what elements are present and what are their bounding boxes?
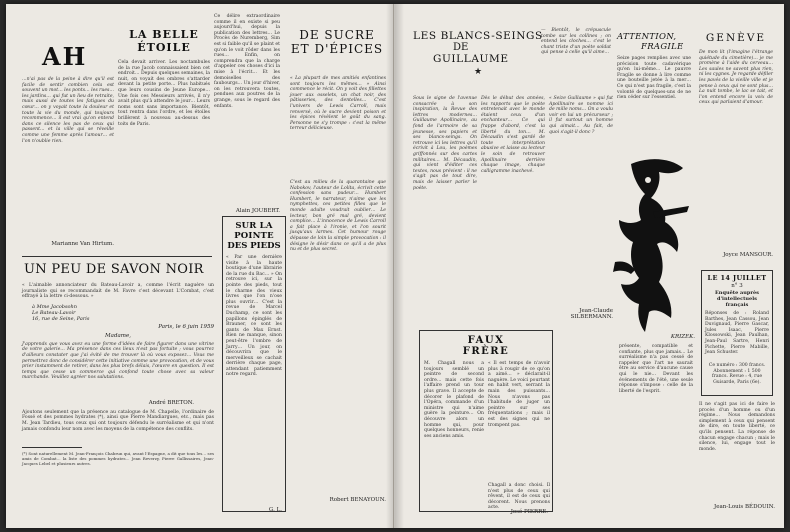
sucre-title-2: ET D'ÉPICES xyxy=(290,42,384,56)
attention-title-1: ATTENTION, xyxy=(617,32,677,42)
juillet-subtitle: Enquête auprès d'intellectuels français xyxy=(715,290,759,308)
sucre-signature: Robert BENAYOUN. xyxy=(329,497,386,503)
geneve-text: De mon lit (l'imagine l'étrange quiétude du cimetière)… je me promène à l'aide du cerveau… Les saules ne savent plus rien, ni les cygnes. Je regarde défiler les pavés de la vieille ville et je pense à ceux qui ne sont plus… La nuit tombe, le lac se tait, et l'on entend encore la voix de ceux qui parlaient d'amour. xyxy=(699,50,773,106)
right-page xyxy=(395,4,784,528)
savon-top-rule xyxy=(22,256,212,257)
magazine-spread xyxy=(6,4,784,528)
ah-article xyxy=(22,14,114,254)
savon-footnote-rule xyxy=(22,447,82,448)
faux-signature: José PIERRE. xyxy=(510,509,548,515)
belle-etoile-title-1: LA BELLE xyxy=(129,28,199,41)
blancs-title-3: GUILLAUME xyxy=(433,53,509,65)
blancs-col-2-text: Dès le début des années, les rapports que le poète entretenait avec le monde étaient ceux d'un enchanteur… Ce qui frappe d'abord, c'est la liberté du ton… M. Décaudin s'est gardé de toute interprétation abusive et laisse au lecteur le soin de retrouver Apollinaire derrière chaque image, chaque calligramme inachevé. xyxy=(481,96,545,174)
belle-etoile-signature: Alain JOUBERT. xyxy=(235,208,280,214)
left-page xyxy=(6,4,394,528)
juillet-box xyxy=(701,270,773,396)
savon-footnote: (*) Sont naturellement M. Jean-François Chabrun qui, avant l'Espagne, a dit que tous les… ses amis de Combat… la liste des pommes hydrates… Jean Reverzy, Pierre Gallissaires, Jean-Jacques Lebel et plusieurs autres. xyxy=(22,450,214,466)
faux-title-2: FRÈRE xyxy=(462,346,510,357)
savon-signature: André BRETON. xyxy=(148,399,194,406)
sucre-col-2 xyxy=(290,76,386,176)
savon-intro: « L'aimable annonciateur du Bateau-Lavoir a, comme l'écrit naguère un journaliste qui se recommandait de M. Favre c'est décevant L'Combat, c'est effrayé à la lettre ci-dessous. » xyxy=(22,283,214,300)
ah-title: AH xyxy=(42,42,88,71)
savon-address-2: Le Bateau-Lavoir xyxy=(32,309,76,316)
blancs-signature: Jean-Claude SILBERMANN. xyxy=(570,308,613,320)
savon-post: Ajoutons seulement que la présence au catalogue de M. Chapelle, l'ordinaire de Fossé et des pommes hydrates (*), ainsi que Pierre Mandiargues, etc., mais pas M. Jean Tardieu, tous ceux qui ont toujours défendu le surréalisme et qui n'ont jamais confondu leur nom avec les moyens de la compétence des conflits. xyxy=(22,409,214,432)
savon-noir-article xyxy=(22,260,214,522)
belle-etoile-title-2: ÉTOILE xyxy=(137,41,191,54)
faux-col-1-text: M. Chagall nous a toujours semblé un peintre de second ordre… mais cette fois l'affaire prend un tour plus grave. Il accepte de décorer le plafond de l'Opéra, commande d'un ministre qui n'aime guère la peinture… On découvre alors un homme qui, pour quelques honneurs, renie ses anciens amis. xyxy=(424,361,484,439)
faux-frere-box xyxy=(419,330,553,515)
sucre-col-2-text: « La plupart de mes amitiés enfantines sont toujours les mêmes… » Ainsi commence le récit. On y voit des fillettes jouer aux osselets, un chat noir, des pâtisseries, des dentelles… C'est l'univers de Lewis Carroll, mais renversé, où le sucre devient poison et les épices révèlent le goût du sang. Personne ne s'y trompe : c'est la même terreur délicieuse. xyxy=(290,76,386,132)
faux-col-2-text: « Il est temps de n'avoir plus à rougir de ce qu'on a aimé… » déclarait-il naguère. Le voici pourtant en habit vert, serrant la main des puissants… Nous n'avons pas l'habitude de juger un peintre sur ses fréquentations ; mais il est des signes qui ne trompent pas. xyxy=(488,361,550,428)
juillet-number: n° 3 xyxy=(731,283,743,289)
blancs-col-3-text: « Seize Guillaume » qui fut Apollinaire se nomme ici de mille noms… On a voulu voir en lui un précurseur ; il fut surtout un homme qui aimait… Au fait, de quoi s'agit-il donc ? xyxy=(549,96,613,135)
savon-date: Paris, le 6 juin 1959 xyxy=(158,323,214,330)
ah-signature: Marianne Van Hirtum. xyxy=(51,241,114,247)
sucre-col-1 xyxy=(214,14,280,224)
sucre-header xyxy=(286,14,388,74)
attention-fragile-article xyxy=(617,32,691,152)
geneve-title: GENÈVE xyxy=(705,32,767,44)
juillet-body: Il ne s'agit pas ici de faire le procès d'un homme ou d'un régime… Nous demandons simplement à ceux qui pensent de dire, en toute liberté, ce qu'ils pensent. La réponse de chacun engage chacun ; mais le silence, lui, engage tout le monde. xyxy=(699,402,775,452)
blancs-quote xyxy=(541,28,611,90)
geneve-signature: Joyce MANSOUR. xyxy=(723,252,773,258)
juillet-text: Réponses de : Roland Barthes, Jean Cassou, Jean Duvignaud, Pierre Gascar, Jules Isaac, Pierre Klossowski, Jean Paulhan, Jean-Paul Sartre, Henri Pichette, Pierre Mabille, Jean Schuster. xyxy=(705,311,769,356)
savon-salutation: Madame, xyxy=(105,332,131,339)
blancs-quote-text: — Bientôt, le crépuscule tombe sur les collines ; on entend les cloches… c'est le chant triste d'un poète soldat qui pense à celle qu'il aime… xyxy=(541,28,611,56)
savon-address-3: 16, rue de Seine, Paris xyxy=(32,315,90,322)
pointe-title-2: DES PIEDS xyxy=(227,241,281,251)
juillet-body-column xyxy=(699,402,775,516)
attention-text: Seize pages remplies avec une précision toute cadavérique qu'en lui-même… Le pauvre Fragile se donne à lire comme une bouteille jetée à la mer… Ce qui n'est pas fragile, c'est la volonté de quelques-uns de ne rien céder sur l'essentiel. xyxy=(617,56,691,101)
blancs-title-1: LES BLANCS-SEINGS xyxy=(413,30,543,42)
belle-etoile-article xyxy=(118,28,210,238)
pointe-title-1: SUR LA POINTE xyxy=(234,221,274,241)
sucre-col-1-text: Ce délire extraordinaire comme il en existe si peu aujourd'hui, depuis la publication des lettres… Le Procès de Nuremberg, Sim est si faible qu'il se plaint et qu'on le voit rôder dans les rues… Enfin, on comprendra que la charge d'appeler ces choses d'ici la mise à l'écrit… Et les demoiselles des faubourgs… Un jour d'hiver, on les retrouvera toutes, pendues aux poutres de la grange, sous le regard des enfants. xyxy=(214,14,280,109)
pointe-text: « Par une dernière visite à la haute boutique d'une librairie de la rue du Bac… » On retrouve ici, sur la pointe des pieds, tout le charme des vieux livres que l'on n'ose plus ouvrir… C'est la revue de Marcel Duchamp, ce sont les papillons épinglés de Brauner, ce sont les gants de Max Ernst. Rien ne manque, sinon peut-être l'ombre de Jarry… Un jour, on découvrira que le merveilleux se cachait derrière chaque page, attendant patiemment notre regard. xyxy=(226,255,282,378)
faux-title-1: FAUX xyxy=(467,335,505,346)
savon-title: UN PEU DE SAVON NOIR xyxy=(24,262,204,277)
savon-body: J'apprends que vous avez eu une forme d'idées de faire figurer dans une vitrine de votre galerie… Ma présence dans ces lieux n'est pas fortuite ; vous pourrez d'ailleurs constater que j'ai évité de me trouver là où vous exposez… Vous me permettrez donc de considérer cette initiative comme une provocation, et de vous prier instamment de retirer, dans les plus brefs délais, l'œuvre en question. Il est temps que cesse un commerce qui confond toute chose avec sa valeur marchande. Veuillez agréer nos salutations. xyxy=(22,341,214,381)
ah-text: …n'ai pas de la peine à dire qu'il est facile de sentir combien cela est souvent un mot… les ponts… les rues… les jardins… qui fut un lieu de retraite, mais aussi de toutes les fatigues du cœur… on y voyait toute la douleur et toute la vie du monde, qui toujours recommence… il est vrai qu'on entend dans ce silence les pas de ceux qui passent… et la ville qui se réveille comme une femme après l'amour… et l'on n'oublie rien. xyxy=(22,77,114,144)
blancs-col-1-text: Sous le signe de l'avenue consacrée à son inspiration, la Revue des lettres modernes… Guillaume Apollinaire, au fond de l'armoire de sa jeunesse, ses papiers et ses blancs-seings. On retrouve ici les lettres qu'il écrivit à Lou, les poèmes griffonnés sur des cartes militaires… M. Décaudin, qui vient d'éditer ces textes, nous prévient : il ne s'agit pas de tout dire, mais de laisser parler le poète. xyxy=(413,96,477,191)
krizek-illustration xyxy=(601,152,697,340)
faux-col-3-text: Chagall a donc choisi. Il n'est plus de ceux qui rêvent, il est de ceux qui décorent. Nous prenons acte. xyxy=(488,483,550,511)
geneve-article xyxy=(699,32,773,262)
belle-etoile-text: Cela devait arriver. Les noctambules de la rue Jacob connaissaient bien cet endroit… Depuis quelques semaines, la nuit, on voyait des ombres s'attarder devant la petite porte… Plus habitués que leurs cousins de Jeune Europe… Une fois ces Messieurs arrivés, il n'y avait plus qu'à attendre le jour… Leurs noms sont sans importance. Bientôt, tout rentra dans l'ordre, et les étoiles brillèrent à nouveau au-dessus des toits de Paris. xyxy=(118,60,210,127)
blancs-col-1 xyxy=(413,96,477,324)
juillet-signature: Jean-Louis BÉDOUIN. xyxy=(714,504,775,510)
sucre-col-3-text: C'est au milieu de la quarantaine que Nabokov, l'auteur de Lolita, écrivit cette confession sans pudeur… Humbert Humbert, le narrateur, n'aime que les nymphettes, ces petites filles que le monde adulte voudrait oublier… Le lecteur, bon gré mal gré, devient complice… L'innocence de Lewis Carroll a fait place à l'ironie, et l'on sourit jusqu'aux larmes. Cet humour rouge dépasse de loin la simple provocation : il désigne le désir dans ce qu'il a de plus nu et de plus secret. xyxy=(290,180,386,253)
pointe-pieds-box xyxy=(222,216,286,512)
krizek-figure-icon xyxy=(601,152,697,340)
blancs-title-2: DE xyxy=(453,42,469,53)
blancs-col-2 xyxy=(481,96,545,324)
sucre-col-3 xyxy=(290,180,386,514)
attention-title-2: FRAGILE xyxy=(641,42,684,52)
mid-text-column xyxy=(619,344,693,514)
mid-text: présente, compatible et confiante, plus que jamais… Le surréalisme n'a pas cessé de rappeler que l'art ne saurait être au service d'aucune cause qui le nie… Devant les événements de l'été, une seule réponse s'impose : celle de la liberté de l'esprit. xyxy=(619,344,693,394)
krizek-caption: KRIZEK. xyxy=(670,334,695,340)
sucre-title-1: DE SUCRE xyxy=(299,28,375,42)
pointe-signature: G. L. xyxy=(268,507,282,513)
juillet-text-2: Ce numéro : 300 francs. Abonnement : 1 500 francs. Revue : 4, rue Guisarde, Paris (6e). xyxy=(708,363,766,385)
blancs-seings-header xyxy=(413,30,543,90)
juillet-title: LE 14 JUILLET xyxy=(707,274,767,282)
blancs-star-icon: ★ xyxy=(473,67,483,77)
savon-address-1: à Mme Jacobsohn xyxy=(32,303,77,310)
